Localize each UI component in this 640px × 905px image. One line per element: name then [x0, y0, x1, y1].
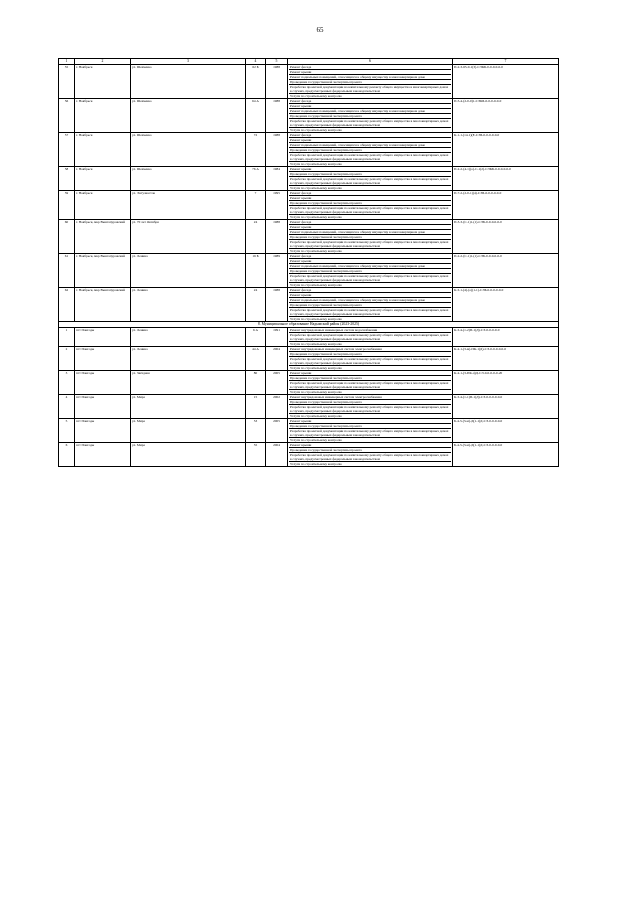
- row-number: 61: [59, 254, 75, 288]
- settlement-cell: пгт Пангоды: [75, 347, 131, 371]
- build-year-cell: 2002: [266, 395, 288, 419]
- work-item: Проведение государственной экспертизы проекта: [289, 114, 451, 119]
- work-item: Проведение государственной экспертизы проекта: [289, 400, 451, 405]
- work-item: Услуги по строительному контролю: [290, 215, 342, 219]
- work-item: Ремонт внутридомовых инженерных систем водоснабжения: [289, 328, 451, 333]
- table-row: [59, 65, 559, 99]
- work-item: Разработка проектной документации по капитальному ремонту общего имущества в многоквартирных домах в случаях, предусмотренных федеральным законодательством: [289, 153, 451, 162]
- column-header: 4: [246, 59, 266, 65]
- work-item: Услуги по строительному контролю: [290, 186, 342, 190]
- street-cell: ул. Ленина: [131, 288, 246, 322]
- row-number: 3: [59, 371, 75, 395]
- build-year-cell: 1988: [266, 65, 288, 99]
- work-item: Ремонт крыши: [289, 104, 451, 109]
- street-cell: ул. Энтузиастов: [131, 191, 246, 220]
- street-cell: ул. Шевченко: [131, 133, 246, 167]
- table-row: [59, 288, 559, 322]
- table-row: [59, 167, 559, 191]
- table-row: [59, 191, 559, 220]
- work-item: Разработка проектной документации по капитальному ремонту общего имущества в многоквартирных домах в случаях, предусмотренных федеральным законодательством: [289, 308, 451, 317]
- work-item: Проведение государственной экспертизы проекта: [289, 376, 451, 381]
- house-number-cell: 62 Б: [246, 65, 266, 99]
- work-item: Ремонт фасада: [289, 288, 451, 293]
- build-year-cell: 2005: [266, 419, 288, 443]
- building-code-cell: П-2-2-(С-1)1-(1)-СЭБ-0-0-0-0-0-0: [453, 254, 559, 288]
- house-number-cell: 16 Б: [246, 254, 266, 288]
- work-item: Ремонт фасада: [289, 191, 451, 196]
- work-item: Услуги по строительному контролю: [290, 162, 342, 166]
- works-cell: [288, 347, 453, 371]
- work-item: Разработка проектной документации по капитальному ремонту общего имущества в многоквартирных домах в случаях, предусмотренных федеральным законодательством: [289, 119, 451, 128]
- work-item: Ремонт фасада: [289, 99, 451, 104]
- works-cell: [288, 288, 453, 322]
- works-cell: [288, 191, 453, 220]
- section-title: 8. Муниципальное образование Надымский район (2023-2025): [59, 322, 559, 328]
- work-item: Ремонт подвальных помещений, относящихся к общему имуществу в многоквартирном доме: [289, 264, 451, 269]
- work-item: Ремонт крыши: [289, 138, 451, 143]
- building-code-cell: П-2-3-65-0-1(3)-СЭКБ-0-0-0-0-0-0: [453, 65, 559, 99]
- row-number: 56: [59, 99, 75, 133]
- work-item: Ремонт крыши: [289, 70, 451, 75]
- work-item: Ремонт крыши: [289, 371, 451, 376]
- building-code-cell: Б-4-3-(3-м)-Д(1-1)Д-СЭ-0-0-0-0-0: [453, 419, 559, 443]
- work-item: Ремонт подвальных помещений, относящихся к общему имуществу в многоквартирном доме: [289, 143, 451, 148]
- work-item: Проведение государственной экспертизы проекта: [289, 448, 451, 453]
- work-item: Услуги по строительному контролю: [290, 342, 342, 346]
- building-code-cell: К-4-1-(3-м)-ПК-1(Д)-СЭ-0-0-0-0-0-0: [453, 347, 559, 371]
- settlement-cell: г. Ноябрьск, мкр Вынгапуровский: [75, 288, 131, 322]
- row-number: 1: [59, 328, 75, 347]
- building-code-cell: К-4-1-(3-ПК-4)Д-СЭ-0-0-0-0-0-20: [453, 371, 559, 395]
- building-code-cell: П-2-2-(4-1)(о)-С-1(2)-СЭКБ-0-0-0-0-0-0: [453, 167, 559, 191]
- works-cell: [288, 65, 453, 99]
- works-cell: [288, 328, 453, 347]
- work-item: Ремонт крыши: [289, 443, 451, 448]
- work-item: Ремонт подвальных помещений, относящихся к общему имуществу в многоквартирном доме: [289, 230, 451, 235]
- table-row: [59, 395, 559, 419]
- street-cell: ул. Шевченко: [131, 167, 246, 191]
- work-item: Услуги по строительному контролю: [290, 462, 342, 466]
- build-year-cell: 1989: [266, 254, 288, 288]
- building-code-cell: К-1-1-(14-1)(Е-СЭБ-0-0-0-0-0-0: [453, 133, 559, 167]
- house-number-cell: 44 А: [246, 347, 266, 371]
- settlement-cell: пгт Пангоды: [75, 395, 131, 419]
- settlement-cell: пгт Пангоды: [75, 371, 131, 395]
- works-cell: [288, 371, 453, 395]
- works-cell: [288, 220, 453, 254]
- settlement-cell: г. Ноябрьск, мкр Вынгапуровский: [75, 254, 131, 288]
- column-header: 3: [131, 59, 246, 65]
- table-row: [59, 99, 559, 133]
- row-number: 6: [59, 443, 75, 467]
- row-number: 62: [59, 288, 75, 322]
- table-row: [59, 328, 559, 347]
- house-number-cell: 55: [246, 443, 266, 467]
- house-number-cell: 72: [246, 133, 266, 167]
- building-code-cell: К-3-1-(4)-(о)(1-1)-СЭБ-0-0-0-0-0-0: [453, 288, 559, 322]
- column-header: 1: [59, 59, 75, 65]
- column-header: 5: [266, 59, 288, 65]
- work-item: Услуги по строительному контролю: [290, 390, 342, 394]
- build-year-cell: 1988: [266, 288, 288, 322]
- work-item: Разработка проектной документации по капитальному ремонту общего имущества в многоквартирных домах в случаях, предусмотренных федеральным законодательством: [289, 274, 451, 283]
- work-item: Услуги по строительному контролю: [290, 317, 342, 321]
- building-code-cell: Б-4-3-(3-м)-Д(1-1)Д-СЭ-0-0-0-0-0: [453, 443, 559, 467]
- settlement-cell: пгт Пангоды: [75, 443, 131, 467]
- works-cell: [288, 167, 453, 191]
- house-number-cell: 7: [246, 191, 266, 220]
- works-cell: [288, 443, 453, 467]
- work-item: Разработка проектной документации на капитальному ремонту общего имущества в многоквартирных домах в случаях, предусмотренных федеральным законодательством: [289, 85, 451, 94]
- build-year-cell: 1988: [266, 220, 288, 254]
- table-row: [59, 133, 559, 167]
- building-code-cell: К-3-4-(1-2)П-1(Д)-СЭ-0-0-0-0-0: [453, 328, 559, 347]
- street-cell: ул. Шевченко: [131, 65, 246, 99]
- work-item: Ремонт подвальных помещений, относящихся к общему имуществу в многоквартирном доме: [289, 298, 451, 303]
- work-item: Разработка проектной документации по капитальному ремонту общего имущества в многоквартирных домах в случаях, предусмотренных федеральным законодательством: [289, 405, 451, 414]
- build-year-cell: 1984: [266, 167, 288, 191]
- build-year-cell: 1988: [266, 133, 288, 167]
- row-number: 60: [59, 220, 75, 254]
- work-item: Разработка проектной документации по капитальному ремонту общего имущества в многоквартирных домах в случаях, предусмотренных федеральным законодательством: [289, 333, 451, 342]
- building-code-cell: П-3-3-(С-1)1-(1)-СЭБ-0-0-0-0-0-0: [453, 220, 559, 254]
- row-number: 58: [59, 167, 75, 191]
- table-row: [59, 220, 559, 254]
- work-item: Разработка проектной документации по капитальному ремонту общего имущества в многоквартирных домах в случаях, предусмотренных федеральным законодательством: [289, 453, 451, 462]
- row-number: 5: [59, 419, 75, 443]
- work-item: Ремонт внутридомовых инженерных систем электроснабжения: [289, 347, 451, 352]
- work-item: Ремонт фасада: [289, 65, 451, 70]
- work-item: Разработка проектной документации по капитальному ремонту общего имущества в многоквартирных домах в случаях, предусмотренных федеральным законодательством: [289, 357, 451, 366]
- work-item: Ремонт крыши: [289, 419, 451, 424]
- work-item: Ремонт фасада: [289, 220, 451, 225]
- works-cell: [288, 419, 453, 443]
- table-row: [59, 371, 559, 395]
- work-item: Проведение государственной экспертизы проекта: [289, 201, 451, 206]
- work-item: Ремонт крыши: [289, 196, 451, 201]
- work-item: Ремонт крыши: [289, 293, 451, 298]
- row-number: 55: [59, 65, 75, 99]
- building-code-cell: К-3-4-(1-1)П-1(Д)-СЭ-0-0-0-0-0-0: [453, 395, 559, 419]
- work-item: Ремонт подвальных помещений, относящихся к общему имуществу в многоквартирном доме: [289, 75, 451, 80]
- work-item: Проведение государственной экспертизы проекта: [289, 352, 451, 357]
- street-cell: ул. Звёздная: [131, 371, 246, 395]
- settlement-cell: пгт Пангоды: [75, 328, 131, 347]
- settlement-cell: г. Ноябрьск, мкр Вынгапуровский: [75, 220, 131, 254]
- build-year-cell: 2004: [266, 347, 288, 371]
- work-item: Разработка проектной документации по капитальному ремонту общего имущества в многоквартирных домах в случаях, предусмотренных федеральным законодательством: [289, 206, 451, 215]
- work-item: Проведение государственной экспертизы проекта: [289, 235, 451, 240]
- work-item: Проведение государственной экспертизы проекта: [289, 269, 451, 274]
- work-item: Проведение государственной экспертизы проекта: [289, 303, 451, 308]
- building-code-cell: П-5-4-(2-0-0)1-СЭКБ-0-0-0-0-0-0: [453, 99, 559, 133]
- settlement-cell: г. Ноябрьск: [75, 99, 131, 133]
- house-number-cell: 24: [246, 220, 266, 254]
- house-number-cell: 24: [246, 288, 266, 322]
- work-item: Ремонт крыши: [289, 259, 451, 264]
- work-item: Проведение государственной экспертизы проекта: [289, 80, 451, 85]
- column-header: 6: [288, 59, 453, 65]
- table-row: [59, 347, 559, 371]
- settlement-cell: г. Ноябрьск: [75, 191, 131, 220]
- work-item: Проведение государственной экспертизы проекта: [289, 148, 451, 153]
- house-number-cell: 6 А: [246, 328, 266, 347]
- work-item: Услуги по строительному контролю: [290, 249, 342, 253]
- column-header: 2: [75, 59, 131, 65]
- house-number-cell: 80: [246, 371, 266, 395]
- work-item: Проведение государственной экспертизы проекта: [289, 172, 451, 177]
- works-cell: [288, 133, 453, 167]
- work-item: Услуги по строительному контролю: [290, 414, 342, 418]
- street-cell: ул. Ленина: [131, 254, 246, 288]
- building-code-cell: П-7-2-(2-0-1)(4)-СЭБ-0-0-0-0-0-0: [453, 191, 559, 220]
- table-row: [59, 419, 559, 443]
- repair-register-table: [58, 58, 559, 467]
- work-item: Проведение государственной экспертизы проекта: [289, 424, 451, 429]
- works-cell: [288, 254, 453, 288]
- street-cell: ул. Ленина: [131, 347, 246, 371]
- house-number-cell: 76 А: [246, 167, 266, 191]
- table-row: [59, 254, 559, 288]
- street-cell: ул. Ленина: [131, 328, 246, 347]
- street-cell: ул. Шевченко: [131, 99, 246, 133]
- street-cell: ул. Мира: [131, 419, 246, 443]
- page-number: 65: [316, 26, 324, 34]
- house-number-cell: 53: [246, 419, 266, 443]
- work-item: Ремонт внутридомовых инженерных систем электроснабжения: [289, 395, 451, 400]
- work-item: Ремонт подвальных помещений, относящихся к общему имуществу в многоквартирном доме: [289, 109, 451, 114]
- build-year-cell: 2004: [266, 443, 288, 467]
- settlement-cell: г. Ноябрьск: [75, 133, 131, 167]
- work-item: Ремонт крыши: [289, 167, 451, 172]
- work-item: Услуги по строительному контролю: [290, 438, 342, 442]
- work-item: Разработка проектной документации по капитальному ремонту общего имущества в многоквартирных домах в случаях, предусмотренных федеральным законодательством: [289, 381, 451, 390]
- build-year-cell: 1995: [266, 191, 288, 220]
- house-number-cell: 15: [246, 395, 266, 419]
- works-cell: [288, 99, 453, 133]
- work-item: Услуги по строительному контролю: [290, 128, 342, 132]
- column-header: 7: [453, 59, 559, 65]
- street-cell: ул. Мира: [131, 443, 246, 467]
- street-cell: ул. 70 лет Октября: [131, 220, 246, 254]
- work-item: Разработка проектной документации по капитальному ремонту общего имущества в многоквартирных домах в случаях, предусмотренных федеральным законодательством: [289, 429, 451, 438]
- work-item: Разработка проектной документации по капитальному ремонту общего имущества в многоквартирных домах в случаях, предусмотренных федеральным законодательством: [289, 240, 451, 249]
- settlement-cell: пгт Пангоды: [75, 419, 131, 443]
- work-item: Услуги по строительному контролю: [290, 366, 342, 370]
- table-row: [59, 443, 559, 467]
- row-number: 2: [59, 347, 75, 371]
- work-item: Услуги по строительному контролю: [290, 283, 342, 287]
- house-number-cell: 64 А: [246, 99, 266, 133]
- build-year-cell: 1988: [266, 99, 288, 133]
- work-item: Ремонт фасада: [289, 133, 451, 138]
- works-cell: [288, 395, 453, 419]
- settlement-cell: г. Ноябрьск: [75, 167, 131, 191]
- row-number: 57: [59, 133, 75, 167]
- work-item: Ремонт фасада: [289, 254, 451, 259]
- work-item: Разработка проектной документации по капитальному ремонту общего имущества в многоквартирных домах в случаях, предусмотренных федеральным законодательством: [289, 177, 451, 186]
- work-item: Услуги по строительному контролю: [290, 94, 342, 98]
- work-item: Ремонт крыши: [289, 225, 451, 230]
- row-number: 4: [59, 395, 75, 419]
- row-number: 59: [59, 191, 75, 220]
- build-year-cell: 2005: [266, 371, 288, 395]
- build-year-cell: 1991: [266, 328, 288, 347]
- street-cell: ул. Мира: [131, 395, 246, 419]
- settlement-cell: г. Ноябрьск: [75, 65, 131, 99]
